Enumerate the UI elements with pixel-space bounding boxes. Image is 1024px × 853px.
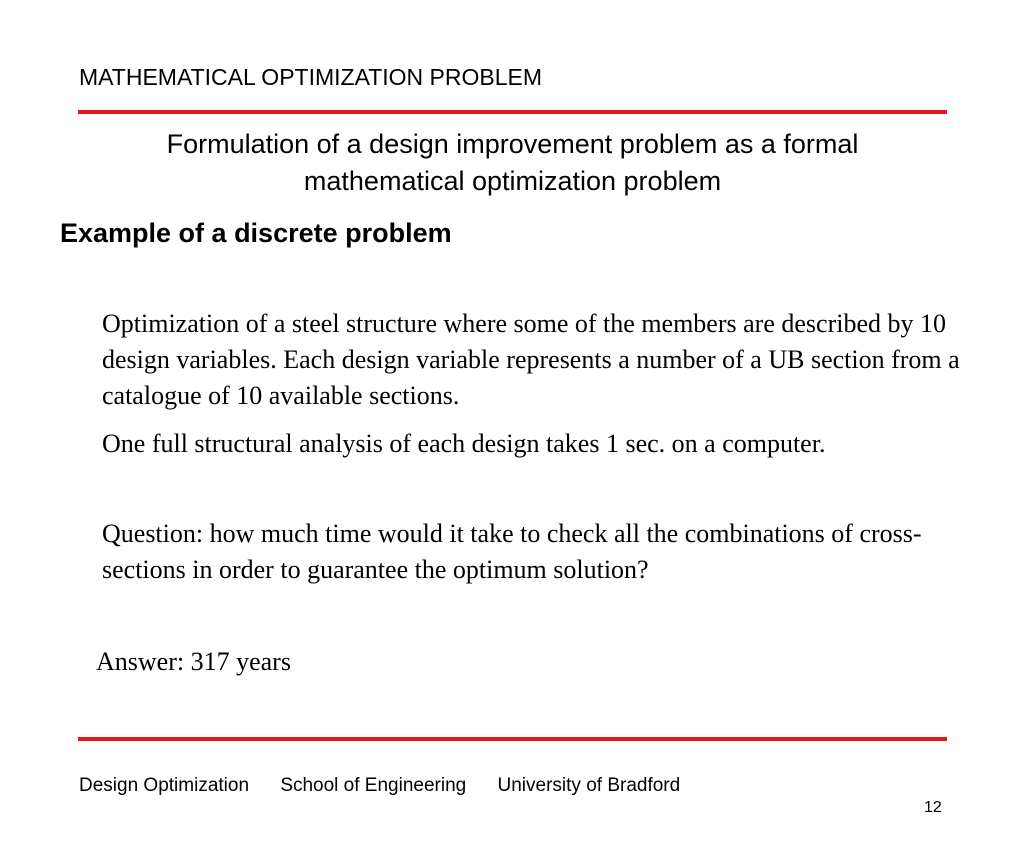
subtitle-line-2: mathematical optimization problem — [303, 166, 722, 196]
slide-subtitle — [78, 126, 947, 200]
analysis-time-statement: One full structural analysis of each design takes 1 sec. on a computer. — [102, 429, 826, 458]
bottom-divider — [78, 737, 947, 741]
question-text: Question: how much time would it take to check all the combinations of cross-sections in order to guarantee the optimum solution? — [102, 519, 922, 584]
footer-university: University of Bradford — [497, 775, 681, 796]
slide-title: MATHEMATICAL OPTIMIZATION PROBLEM — [79, 64, 543, 90]
problem-description: Optimization of a steel structure where some of the members are described by 10 design variables. Each design variable represents a number of a UB section from a catalogue of 10 available sections. — [102, 309, 960, 410]
footer-course: Design Optimization — [79, 775, 250, 796]
answer-text: Answer: 317 years — [96, 647, 291, 676]
subtitle-line-1: Formulation of a design improvement problem as a formal — [166, 129, 859, 159]
top-divider — [78, 110, 947, 114]
footer — [79, 775, 706, 797]
section-heading: Example of a discrete problem — [60, 218, 452, 248]
page-number: 12 — [924, 799, 942, 816]
footer-school: School of Engineering — [280, 775, 467, 796]
